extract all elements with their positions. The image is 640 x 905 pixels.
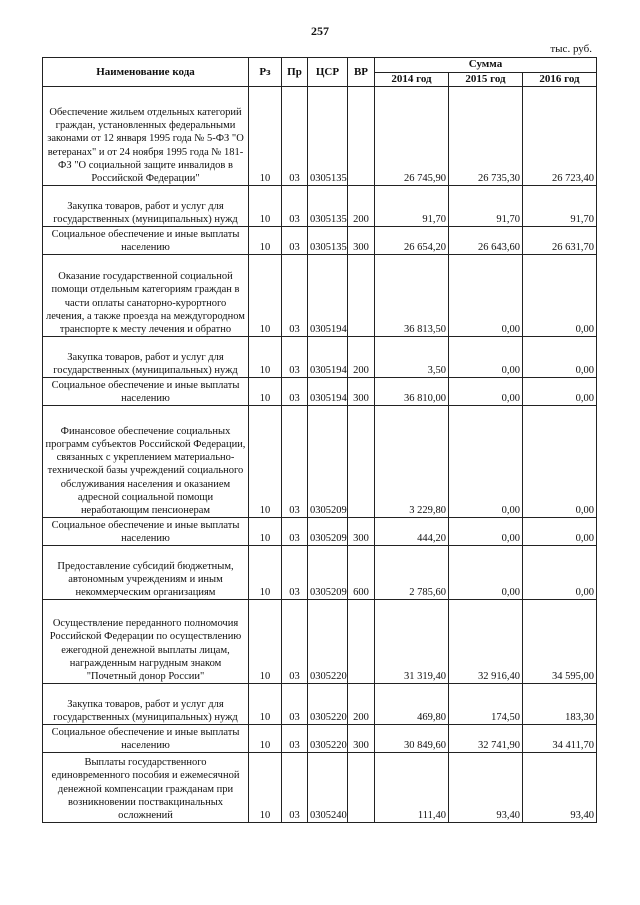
row-vr xyxy=(348,600,375,684)
row-rz: 10 xyxy=(249,518,282,546)
row-2016: 0,00 xyxy=(523,337,597,378)
row-vr xyxy=(348,255,375,337)
row-vr xyxy=(348,406,375,518)
row-rz: 10 xyxy=(249,600,282,684)
row-name: Финансовое обеспечение социальных программ субъектов Российской Федерации, связанных с укреплением материально-технической базы учреждений социального обслуживания населения и оказанием адресной социальной помощи неработающим пенсионерам xyxy=(43,406,249,518)
units-label: тыс. руб. xyxy=(550,43,592,55)
row-name: Социальное обеспечение и иные выплаты населению xyxy=(43,378,249,406)
header-2016: 2016 год xyxy=(523,73,597,87)
row-csr: 0305194 xyxy=(308,337,348,378)
row-2014: 36 813,50 xyxy=(375,255,449,337)
table-row xyxy=(43,378,597,406)
row-name: Социальное обеспечение и иные выплаты населению xyxy=(43,725,249,753)
row-2014: 3,50 xyxy=(375,337,449,378)
table-row xyxy=(43,255,597,337)
row-csr: 0305209 xyxy=(308,518,348,546)
row-2014: 3 229,80 xyxy=(375,406,449,518)
table-row xyxy=(43,186,597,227)
header-name: Наименование кода xyxy=(43,58,249,87)
row-2015: 174,50 xyxy=(449,684,523,725)
row-vr: 300 xyxy=(348,227,375,255)
row-name: Обеспечение жильем отдельных категорий граждан, установленных федеральными законами от 12 января 1995 года № 5-ФЗ "О ветеранах" и от 24 ноября 1995 года № 181-ФЗ "О социальной защите инвалидов в Российской Федерации" xyxy=(43,87,249,186)
row-2016: 26 631,70 xyxy=(523,227,597,255)
row-csr: 0305220 xyxy=(308,600,348,684)
row-rz: 10 xyxy=(249,378,282,406)
row-2014: 2 785,60 xyxy=(375,546,449,600)
table-row xyxy=(43,600,597,684)
header-rz: Рз xyxy=(249,58,282,87)
row-name: Социальное обеспечение и иные выплаты населению xyxy=(43,227,249,255)
table-row xyxy=(43,753,597,823)
header-sum: Сумма xyxy=(375,58,597,73)
row-name: Социальное обеспечение и иные выплаты населению xyxy=(43,518,249,546)
row-2015: 0,00 xyxy=(449,546,523,600)
row-csr: 0305135 xyxy=(308,227,348,255)
row-vr: 200 xyxy=(348,684,375,725)
header-2014: 2014 год xyxy=(375,73,449,87)
row-2015: 93,40 xyxy=(449,753,523,823)
row-csr: 0305194 xyxy=(308,378,348,406)
row-vr xyxy=(348,753,375,823)
row-2015: 0,00 xyxy=(449,255,523,337)
row-2015: 0,00 xyxy=(449,378,523,406)
row-csr: 0305194 xyxy=(308,255,348,337)
row-name: Закупка товаров, работ и услуг для государственных (муниципальных) нужд xyxy=(43,684,249,725)
row-2016: 0,00 xyxy=(523,406,597,518)
row-csr: 0305209 xyxy=(308,546,348,600)
table-row xyxy=(43,684,597,725)
row-vr: 600 xyxy=(348,546,375,600)
row-rz: 10 xyxy=(249,684,282,725)
row-rz: 10 xyxy=(249,227,282,255)
row-rz: 10 xyxy=(249,406,282,518)
row-csr: 0305240 xyxy=(308,753,348,823)
row-2014: 469,80 xyxy=(375,684,449,725)
row-name: Выплаты государственного единовременного пособия и ежемесячной денежной компенсации гражданам при возникновении поствакцинальных осложнений xyxy=(43,753,249,823)
row-2014: 31 319,40 xyxy=(375,600,449,684)
row-2015: 0,00 xyxy=(449,518,523,546)
row-rz: 10 xyxy=(249,255,282,337)
row-2016: 26 723,40 xyxy=(523,87,597,186)
row-vr: 200 xyxy=(348,186,375,227)
row-vr: 300 xyxy=(348,725,375,753)
table-row xyxy=(43,406,597,518)
row-2016: 0,00 xyxy=(523,378,597,406)
row-rz: 10 xyxy=(249,546,282,600)
row-2016: 183,30 xyxy=(523,684,597,725)
row-name: Предоставление субсидий бюджетным, автономным учреждениям и иным некоммерческим организациям xyxy=(43,546,249,600)
row-csr: 0305220 xyxy=(308,684,348,725)
row-pr: 03 xyxy=(282,227,308,255)
header-vr: ВР xyxy=(348,58,375,87)
row-vr: 300 xyxy=(348,378,375,406)
row-pr: 03 xyxy=(282,255,308,337)
row-pr: 03 xyxy=(282,600,308,684)
table-row xyxy=(43,518,597,546)
table-row xyxy=(43,725,597,753)
row-vr: 200 xyxy=(348,337,375,378)
row-2014: 91,70 xyxy=(375,186,449,227)
table-row xyxy=(43,227,597,255)
row-pr: 03 xyxy=(282,378,308,406)
row-2016: 34 411,70 xyxy=(523,725,597,753)
row-name: Закупка товаров, работ и услуг для государственных (муниципальных) нужд xyxy=(43,186,249,227)
row-2014: 444,20 xyxy=(375,518,449,546)
table-row xyxy=(43,337,597,378)
row-rz: 10 xyxy=(249,186,282,227)
row-csr: 0305135 xyxy=(308,186,348,227)
row-csr: 0305220 xyxy=(308,725,348,753)
page-number: 257 xyxy=(311,24,329,38)
row-2015: 32 741,90 xyxy=(449,725,523,753)
table-row xyxy=(43,87,597,186)
row-2015: 0,00 xyxy=(449,337,523,378)
row-rz: 10 xyxy=(249,87,282,186)
row-pr: 03 xyxy=(282,684,308,725)
row-2016: 34 595,00 xyxy=(523,600,597,684)
row-csr: 0305209 xyxy=(308,406,348,518)
row-2014: 26 745,90 xyxy=(375,87,449,186)
row-2014: 111,40 xyxy=(375,753,449,823)
row-2015: 0,00 xyxy=(449,406,523,518)
row-rz: 10 xyxy=(249,337,282,378)
header-row xyxy=(43,58,597,73)
row-2015: 26 643,60 xyxy=(449,227,523,255)
row-csr: 0305135 xyxy=(308,87,348,186)
row-2016: 0,00 xyxy=(523,255,597,337)
header-pr: Пр xyxy=(282,58,308,87)
row-pr: 03 xyxy=(282,725,308,753)
row-vr: 300 xyxy=(348,518,375,546)
row-2014: 30 849,60 xyxy=(375,725,449,753)
header-csr: ЦСР xyxy=(308,58,348,87)
row-2014: 36 810,00 xyxy=(375,378,449,406)
row-2015: 26 735,30 xyxy=(449,87,523,186)
row-pr: 03 xyxy=(282,406,308,518)
row-name: Оказание государственной социальной помощи отдельным категориям граждан в части оплаты санаторно-курортного лечения, а также проезда на междугородном транспорте к месту лечения и обратно xyxy=(43,255,249,337)
row-2016: 0,00 xyxy=(523,518,597,546)
row-pr: 03 xyxy=(282,753,308,823)
row-name: Закупка товаров, работ и услуг для государственных (муниципальных) нужд xyxy=(43,337,249,378)
row-2016: 93,40 xyxy=(523,753,597,823)
row-2014: 26 654,20 xyxy=(375,227,449,255)
row-vr xyxy=(348,87,375,186)
row-rz: 10 xyxy=(249,725,282,753)
row-pr: 03 xyxy=(282,546,308,600)
row-pr: 03 xyxy=(282,518,308,546)
header-2015: 2015 год xyxy=(449,73,523,87)
row-pr: 03 xyxy=(282,337,308,378)
row-rz: 10 xyxy=(249,753,282,823)
row-pr: 03 xyxy=(282,186,308,227)
row-name: Осуществление переданного полномочия Российской Федерации по осуществлению ежегодной денежной выплаты лицам, награжденным нагрудным знаком "Почетный донор России" xyxy=(43,600,249,684)
row-2015: 91,70 xyxy=(449,186,523,227)
row-2016: 91,70 xyxy=(523,186,597,227)
budget-table xyxy=(42,57,597,823)
row-2016: 0,00 xyxy=(523,546,597,600)
table-row xyxy=(43,546,597,600)
row-2015: 32 916,40 xyxy=(449,600,523,684)
row-pr: 03 xyxy=(282,87,308,186)
